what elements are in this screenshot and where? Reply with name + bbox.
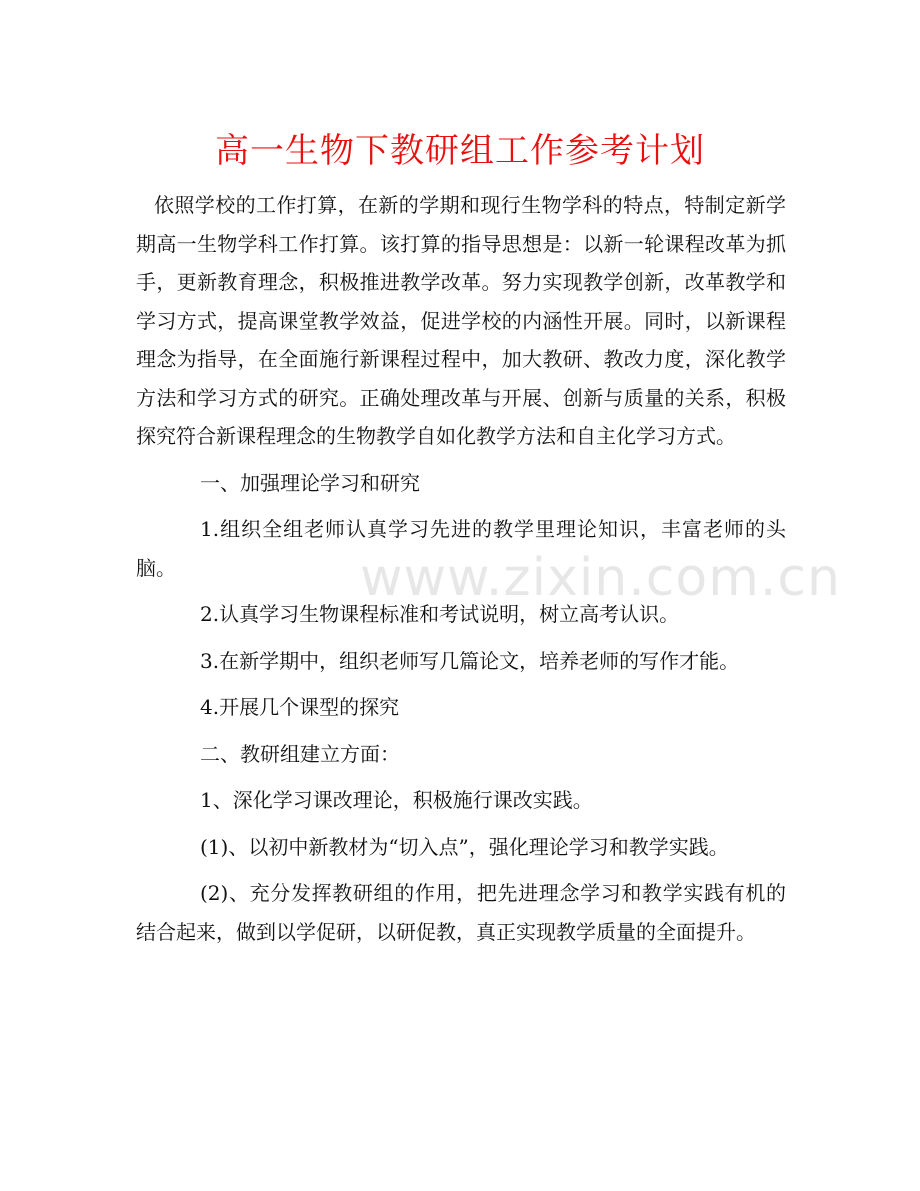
watermark: www.zixin.com.cn (360, 548, 841, 608)
sub-item-1: 1、深化学习课改理论，积极施行课改实践。 (200, 788, 593, 812)
list-item-1: 1.组织全组老师认真学习先进的教学里理论知识，丰富老师的头脑。 (136, 517, 786, 580)
list-item-3: 3.在新学期中，组织老师写几篇论文，培养老师的写作才能。 (200, 648, 740, 673)
list-item-2: 2.认真学习生物课程标准和考试说明，树立高考认识。 (200, 602, 680, 626)
section-1-heading: 一、加强理论学习和研究 (200, 470, 420, 495)
list-item-4: 4.开展几个课型的探究 (200, 695, 400, 719)
sub-item-1a: (1)、以初中新教材为“切入点”，强化理论学习和教学实践。 (200, 834, 729, 859)
sub-item-1b: (2)、充分发挥教研组的作用，把先进理念学习和教学实践有机的结合起来，做到以学促研，以研促教，真正实现教学质量的全面提升。 (136, 881, 786, 944)
document-title: 高一生物下教研组工作参考计划 (215, 131, 705, 171)
document-body (136, 186, 786, 951)
intro-paragraph: 依照学校的工作打算，在新的学期和现行生物学科的特点，特制定新学期高一生物学科工作打算。该打算的指导思想是：以新一轮课程改革为抓手，更新教育理念，积极推进教学改革。努力实现教学创新，改革教学和学习方式，提高课堂教学效益，促进学校的内涵性开展。同时，以新课程理念为指导，在全面施行新课程过程中，加大教研、教改力度，深化教学方法和学习方式的研究。正确处理改革与开展、创新与质量的关系，积极探究符合新课程理念的生物教学自如化教学方法和自主化学习方式。 (136, 193, 786, 448)
section-2-heading: 二、教研组建立方面： (200, 741, 400, 766)
